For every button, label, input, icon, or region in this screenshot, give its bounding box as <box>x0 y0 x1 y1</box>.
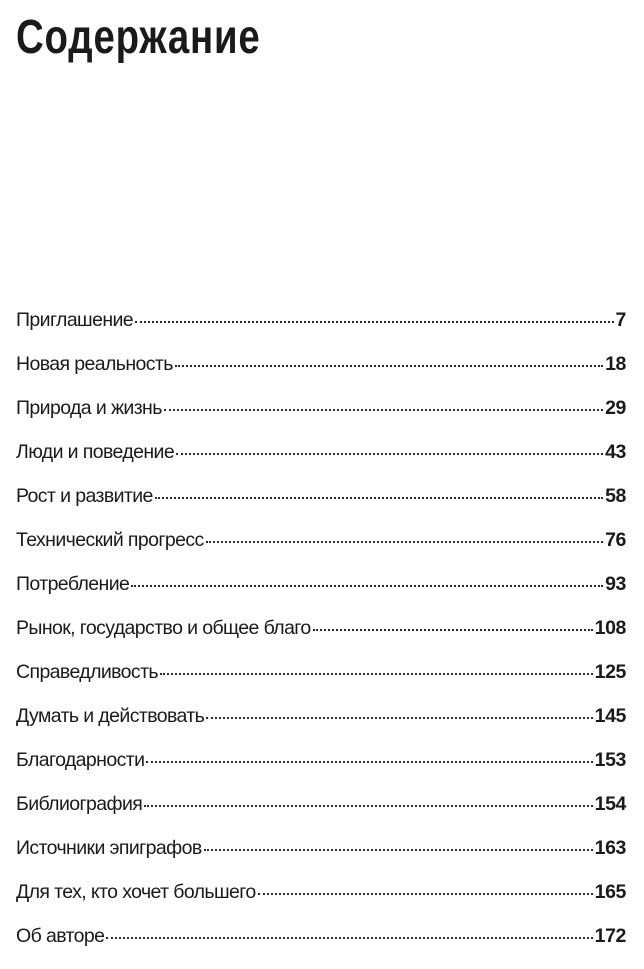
toc-entry-title: Новая реальность <box>16 353 173 375</box>
toc-entry-title: Думать и действовать <box>16 705 205 727</box>
dot-leader <box>135 321 613 323</box>
toc-entry[interactable] <box>16 485 626 529</box>
dot-leader <box>175 365 603 367</box>
toc-entry[interactable] <box>16 793 626 837</box>
toc-entry[interactable] <box>16 573 626 617</box>
toc-entry-page: 108 <box>594 617 626 639</box>
toc-entry-page: 93 <box>605 573 626 595</box>
toc-entry-page: 43 <box>605 441 626 463</box>
toc-entry-title: Рынок, государство и общее благо <box>16 617 311 639</box>
dot-leader <box>206 541 603 543</box>
toc-entry-page: 18 <box>605 353 626 375</box>
dot-leader <box>106 937 592 939</box>
dot-leader <box>146 761 592 763</box>
dot-leader <box>206 717 592 719</box>
toc-entry[interactable] <box>16 441 626 485</box>
toc-entry[interactable] <box>16 353 626 397</box>
toc-entry[interactable] <box>16 397 626 441</box>
toc-entry-page: 172 <box>594 925 626 947</box>
toc-entry-title: Об авторе <box>16 925 105 947</box>
toc-entry-page: 58 <box>605 485 626 507</box>
toc-entry-title: Библиография <box>16 793 143 815</box>
table-of-contents <box>16 309 626 969</box>
toc-entry-page: 125 <box>594 661 626 683</box>
dot-leader <box>144 805 592 807</box>
toc-entry-title: Люди и поведение <box>16 441 175 463</box>
toc-entry[interactable] <box>16 617 626 661</box>
toc-entry-title: Благодарности <box>16 749 145 771</box>
toc-entry-page: 76 <box>605 529 626 551</box>
toc-entry[interactable] <box>16 925 626 969</box>
toc-entry-page: 145 <box>594 705 626 727</box>
toc-entry-title: Рост и развитие <box>16 485 153 507</box>
dot-leader <box>313 629 593 631</box>
toc-entry-page: 165 <box>594 881 626 903</box>
toc-entry-title: Для тех, кто хочет большего <box>16 881 256 903</box>
toc-entry[interactable] <box>16 749 626 793</box>
toc-entry-page: 29 <box>605 397 626 419</box>
toc-entry-title: Приглашение <box>16 309 134 331</box>
dot-leader <box>160 673 593 675</box>
toc-entry-page: 7 <box>615 309 626 331</box>
dot-leader <box>204 849 593 851</box>
toc-entry[interactable] <box>16 529 626 573</box>
toc-entry-title: Природа и жизнь <box>16 397 162 419</box>
dot-leader <box>164 409 603 411</box>
page-title: Содержание <box>16 11 261 64</box>
toc-entry-page: 163 <box>594 837 626 859</box>
toc-entry-title: Справедливость <box>16 661 158 683</box>
dot-leader <box>258 893 593 895</box>
toc-entry[interactable] <box>16 309 626 353</box>
dot-leader <box>155 497 603 499</box>
toc-entry[interactable] <box>16 705 626 749</box>
toc-entry-page: 153 <box>594 749 626 771</box>
toc-entry-title: Технический прогресс <box>16 529 204 551</box>
toc-entry-title: Источники эпиграфов <box>16 837 202 859</box>
toc-entry[interactable] <box>16 881 626 925</box>
dot-leader <box>176 453 603 455</box>
toc-entry-title: Потребление <box>16 573 130 595</box>
toc-entry-page: 154 <box>594 793 626 815</box>
dot-leader <box>131 585 603 587</box>
toc-entry[interactable] <box>16 661 626 705</box>
toc-entry[interactable] <box>16 837 626 881</box>
